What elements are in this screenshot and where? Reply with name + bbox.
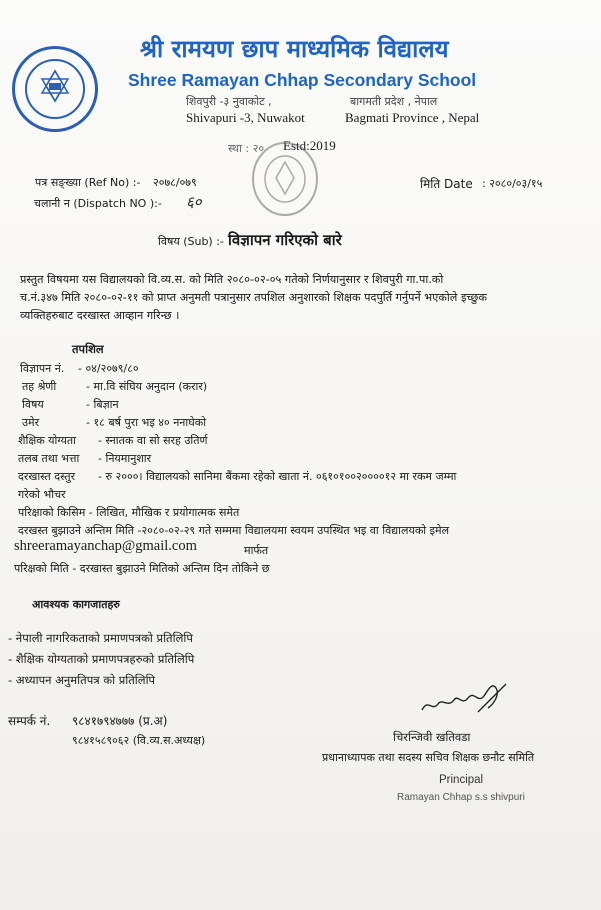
signature xyxy=(418,678,518,722)
address-nepali-left: शिवपुरी -३ नुवाकोट , xyxy=(186,95,272,108)
detail-label: दरखास्त दस्तुर xyxy=(18,470,76,483)
address-english-right: Bagmati Province , Nepal xyxy=(345,110,480,125)
document-item: - शैक्षिक योग्यताको प्रमाणपत्रहरुको प्रतिलिपि xyxy=(8,652,195,666)
signatory-title: प्रधानाध्यापक तथा सदस्य सचिव शिक्षक छनौट समिति xyxy=(322,751,535,764)
detail-label: विषय xyxy=(22,398,44,411)
contact-phone-chair: ९८४१५८९०६२ (वि.व्य.स.अध्यक्ष) xyxy=(72,734,206,747)
document-item: - नेपाली नागरिकताको प्रमाणपत्रको प्रतिलिपि xyxy=(8,631,193,645)
exam-date: परिक्षको मिति - दरखास्त बुझाउने मितिको अन्तिम दिन तोकिने छ xyxy=(14,562,270,575)
established-nepali: स्था : २० xyxy=(228,142,265,155)
school-name-nepali: श्री रामयण छाप माध्यमिक विद्यालय xyxy=(140,35,449,63)
detail-value: - ०४/२०७९/८० xyxy=(78,362,139,375)
school-email: shreeramayanchap@gmail.com xyxy=(14,538,197,554)
dispatch-no-label: चलानी न (Dispatch NO ):- xyxy=(34,197,162,210)
signatory-name: चिरन्जिवी खतिवडा xyxy=(393,730,471,744)
ref-no-label: पत्र सङ्ख्या (Ref No) :- xyxy=(35,176,141,189)
email-suffix: मार्फत xyxy=(244,544,269,557)
date-label: मिति Date xyxy=(420,177,473,191)
fee-continuation: गरेको भौचर xyxy=(18,488,66,501)
contact-phone-principal: ९८४१७९४७७७ (प्र.अ) xyxy=(72,714,168,728)
address-nepali-right: बागमती प्रदेश , नेपाल xyxy=(350,95,438,108)
details-heading: तपशिल xyxy=(72,342,104,356)
detail-label: तह श्रेणी xyxy=(22,380,57,393)
detail-label: तलब तथा भत्ता xyxy=(18,452,80,465)
ref-no-value: २०७८/०७९ xyxy=(153,176,197,189)
detail-value: - स्नातक वा सो सरह उतिर्ण xyxy=(98,434,208,447)
deadline: दरखस्त बुझाउने अन्तिम मिति -२०८०-०२-२९ गते सम्ममा विद्यालयमा स्वयम उपस्थित भइ वा विद्यालयको इमेल xyxy=(18,524,450,537)
principal-stamp-line2: Ramayan Chhap s.s shivpuri xyxy=(397,792,525,803)
detail-label: उमेर xyxy=(22,416,40,429)
subject-value: विज्ञापन गरिएको बारे xyxy=(228,231,342,249)
detail-label: शैक्षिक योग्यता xyxy=(18,434,76,447)
detail-value: - रु २०००। विद्यालयको सानिमा बैंकमा रहेको खाता नं. ०६१०१००२००००१२ मा रकम जम्मा xyxy=(98,470,457,483)
intro-line: व्यक्तिहरुबाट दरखास्त आव्हान गरिन्छ । xyxy=(20,309,180,322)
documents-heading: आवश्यक कागजातहरु xyxy=(32,598,120,611)
office-stamp xyxy=(250,140,320,218)
detail-value: - बिज्ञान xyxy=(86,398,119,411)
dispatch-no-value: ६० xyxy=(186,193,202,211)
subject-label: विषय (Sub) :- xyxy=(158,235,224,248)
school-name-english: Shree Ramayan Chhap Secondary School xyxy=(128,70,477,90)
intro-line: प्रस्तुत विषयमा यस विद्यालयको वि.व्य.स. को मिति २०८०-०२-०५ गतेको निर्णयानुसार र शिवपुरी गा.पा.को xyxy=(20,273,444,286)
school-seal-logo xyxy=(12,46,98,132)
principal-stamp-line1: Principal xyxy=(439,774,484,786)
document-item: - अध्यापन अनुमतिपत्र को प्रतिलिपि xyxy=(8,673,156,687)
contact-label: सम्पर्क नं. xyxy=(8,714,51,728)
detail-value: - नियमानुशार xyxy=(98,452,152,465)
date-value: : २०८०/०३/१५ xyxy=(482,177,543,190)
exam-type: परिक्षाको किसिम - लिखित, मौखिक र प्रयोगात्मक समेत xyxy=(18,506,240,519)
established-english: Estd:2019 xyxy=(283,138,336,153)
intro-line: च.नं.३४७ मिति २०८०-०२-११ को प्राप्त अनुमती पत्रानुसार तपशिल अनुशारको शिक्षक पदपुर्ति गर्नुपर्ने भएकोले इच्छुक xyxy=(20,291,487,304)
address-english-left: Shivapuri -3, Nuwakot xyxy=(186,110,305,125)
detail-label: विज्ञापन नं. xyxy=(20,362,65,375)
detail-value: - मा.वि संघिय अनुदान (करार) xyxy=(86,380,208,393)
detail-value: - १८ बर्ष पुरा भइ ४० ननाघेको xyxy=(86,416,207,429)
